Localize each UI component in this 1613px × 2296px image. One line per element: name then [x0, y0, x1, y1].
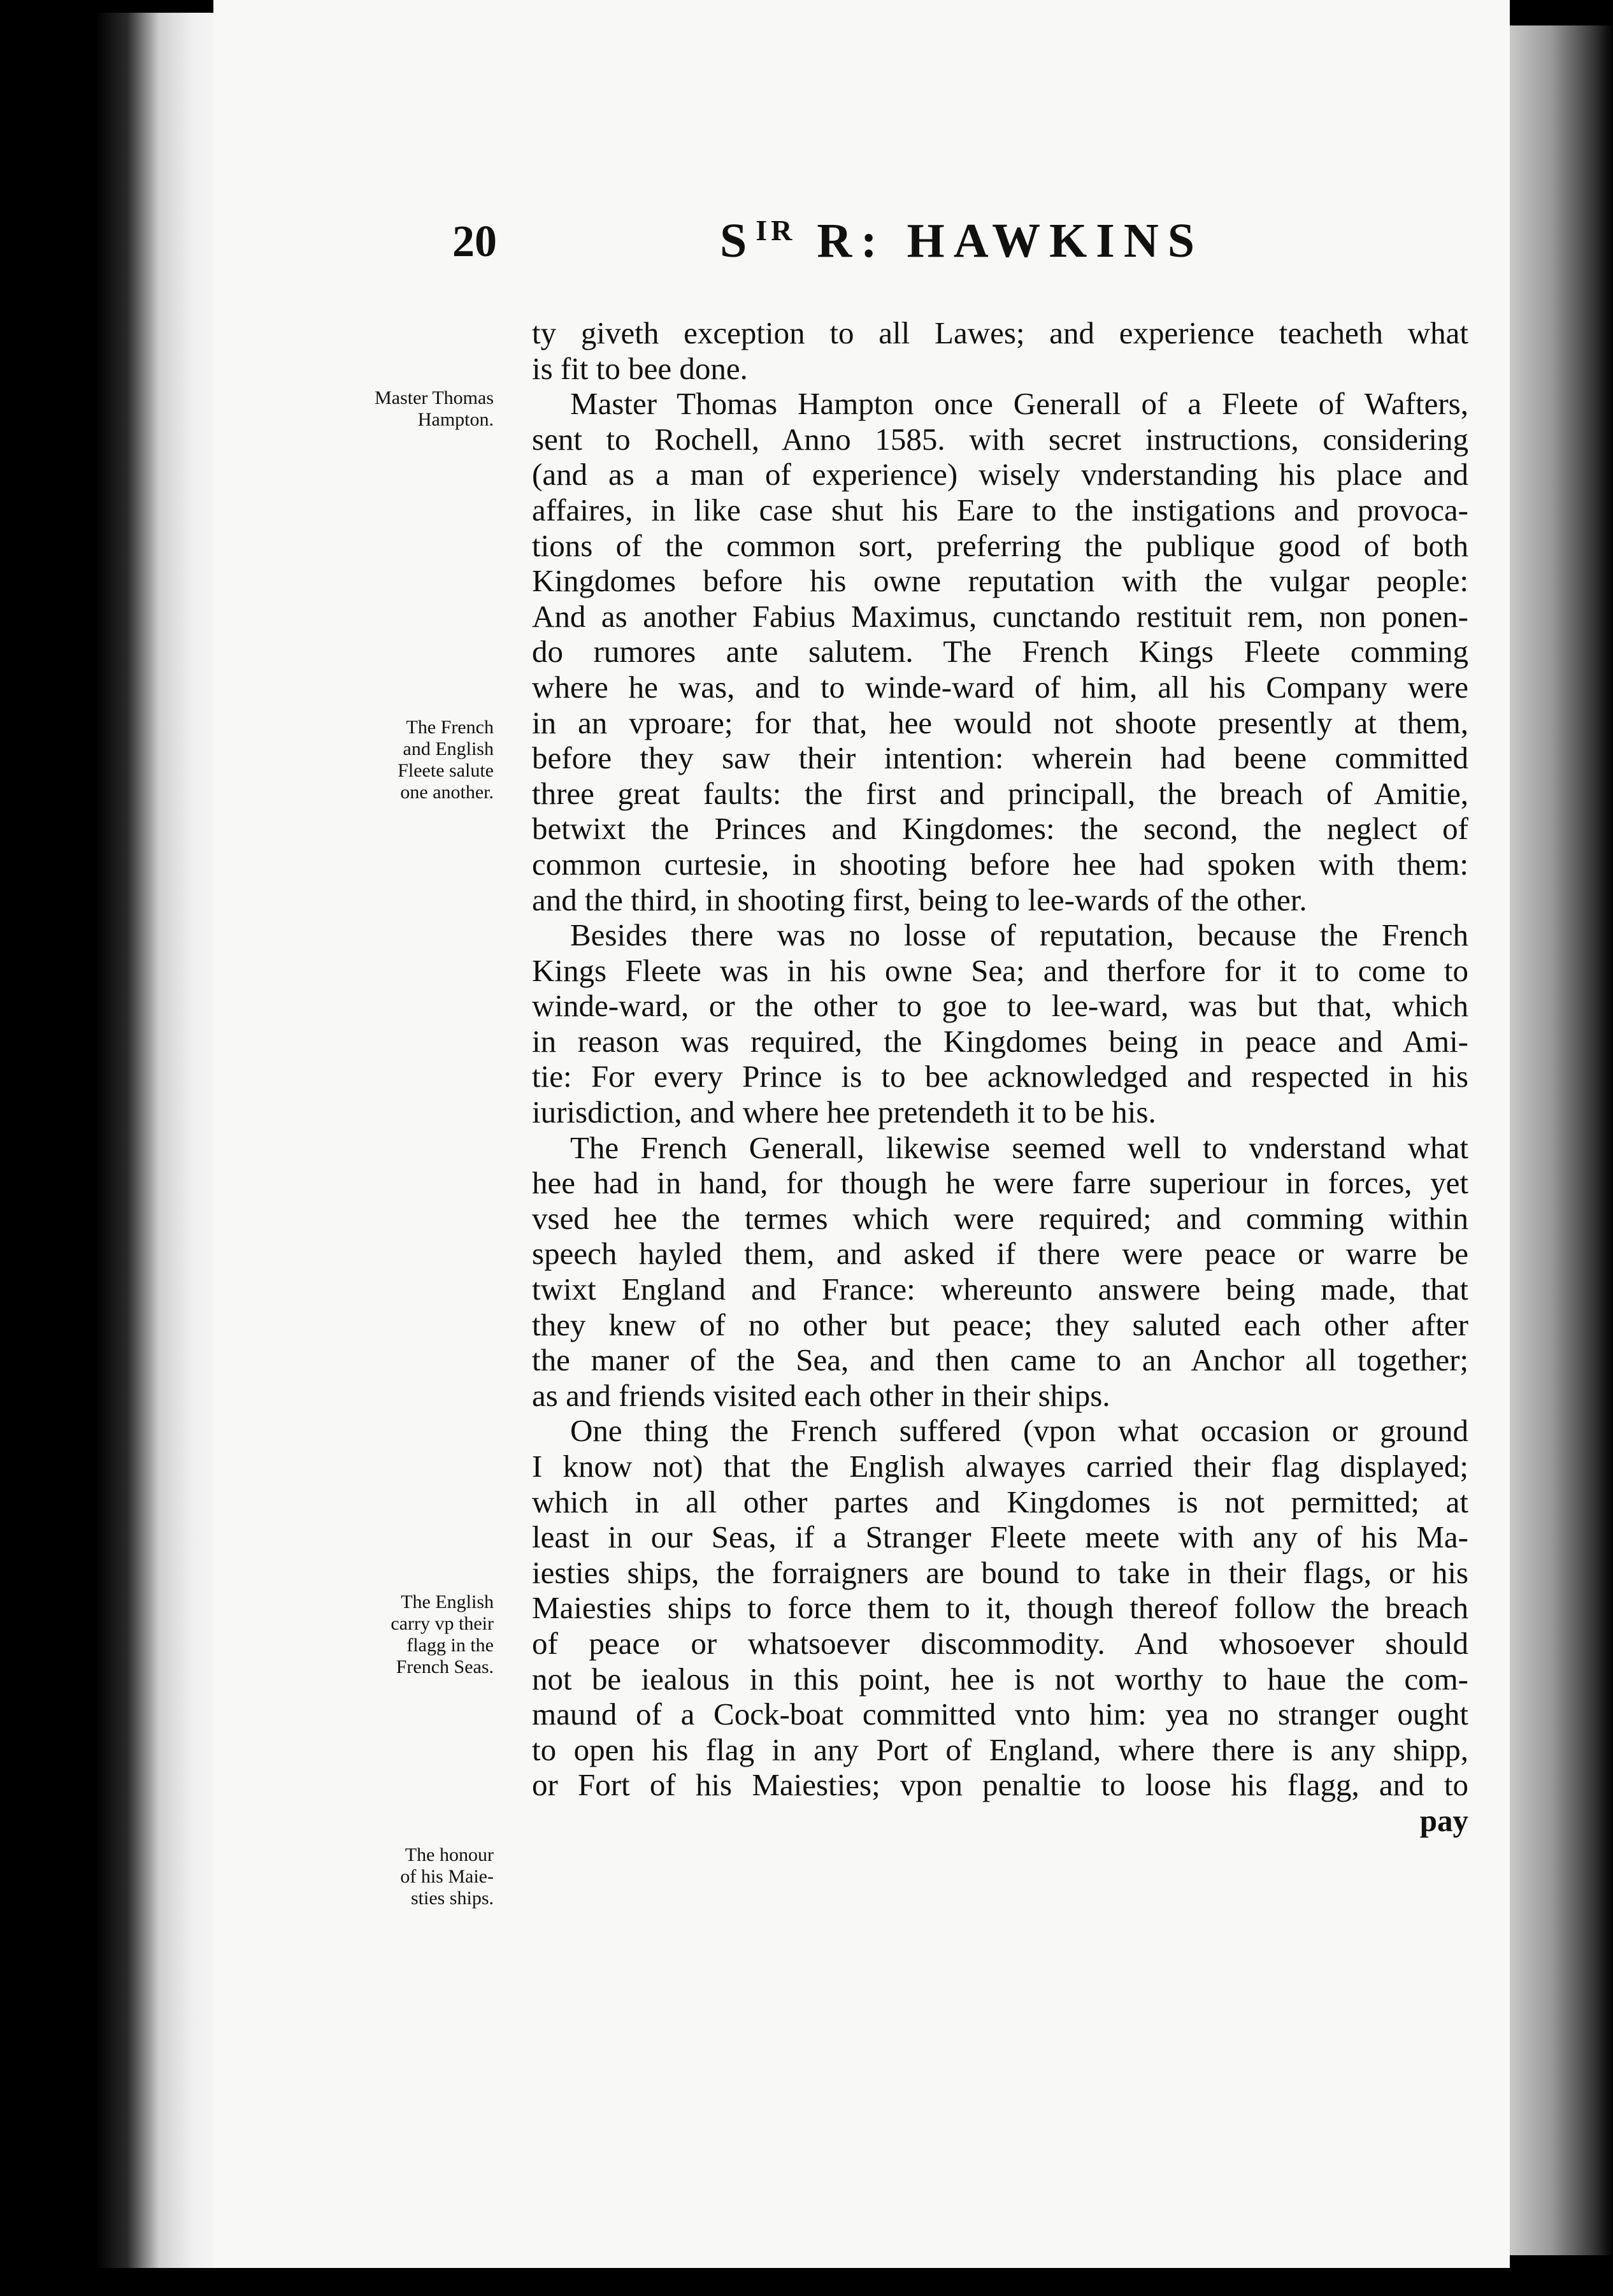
text-line: tie: For every Prince is to bee acknowledged and respected in his	[532, 1059, 1468, 1094]
text-line: Kingdomes before his owne reputation with the vulgar people:	[532, 563, 1468, 599]
text-line: of peace or whatsoever discommodity. And whosoever should	[532, 1625, 1468, 1661]
margin-note-line: of his Maie-	[400, 1866, 494, 1887]
text-line: they knew of no other but peace; they saluted each other after	[532, 1307, 1468, 1342]
text-line: And as another Fabius Maximus, cunctando restituit rem, non ponen-	[532, 598, 1468, 634]
text-line: where he was, and to winde-ward of him, all his Company were	[532, 669, 1468, 705]
text-line: and the third, in shooting first, being to lee-wards of the other.	[532, 882, 1307, 917]
text-line: three great faults: the first and principall, the breach of Amitie,	[532, 775, 1468, 811]
text-line: One thing the French suffered (vpon what occasion or ground	[570, 1413, 1468, 1449]
text-line: ty giveth exception to all Lawes; and experience teacheth what	[532, 315, 1468, 350]
text-line: I know not) that the English alwayes carried their flag displayed;	[532, 1449, 1468, 1484]
running-head-rest: R: HAWKINS	[817, 214, 1204, 268]
text-line: not be iealous in this point, hee is not worthy to haue the com-	[532, 1661, 1468, 1697]
margin-note-line: The honour	[405, 1844, 494, 1865]
running-head-s: S	[720, 214, 756, 268]
margin-note-english-flag	[357, 1591, 494, 1678]
text-line: hee had in hand, for though he were farre superiour in forces, yet	[532, 1165, 1468, 1201]
margin-note-line: sties ships.	[410, 1888, 494, 1909]
margin-note-line: Fleete salute	[398, 760, 494, 781]
text-line: in an vproare; for that, hee would not shoote presently at them,	[532, 705, 1468, 740]
text-line: or Fort of his Maiesties; vpon penaltie to loose his flagg, and to	[532, 1767, 1468, 1803]
margin-note-line: Master Thomas	[375, 387, 494, 408]
next-page-edge	[1510, 25, 1613, 2255]
text-line: Master Thomas Hampton once Generall of a Fleete of Wafters,	[570, 386, 1468, 422]
margin-note-line: flagg in the	[406, 1635, 494, 1656]
margin-note-french-english-salute	[357, 717, 494, 803]
margin-note-hampton	[357, 387, 494, 431]
text-line: the maner of the Sea, and then came to an Anchor all together;	[532, 1342, 1468, 1378]
text-line: as and friends visited each other in their ships.	[532, 1377, 1110, 1413]
margin-note-line: one another.	[400, 782, 494, 803]
text-line: Maiesties ships to force them to it, though thereof follow the breach	[532, 1590, 1468, 1626]
text-line: iesties ships, the forraigners are bound to take in their flags, or his	[532, 1554, 1468, 1590]
page-number: 20	[452, 217, 497, 266]
margin-note-honour-ships	[357, 1844, 494, 1909]
text-line: maund of a Cock-boat committed vnto him: yea no stranger ought	[532, 1697, 1468, 1732]
text-line: Kings Fleete was in his owne Sea; and therfore for it to come to	[532, 952, 1468, 988]
text-line: tions of the common sort, preferring the publique good of both	[532, 527, 1468, 563]
text-line: (and as a man of experience) wisely vnderstanding his place and	[532, 457, 1468, 492]
body-text	[532, 315, 1468, 1839]
margin-note-line: and English	[403, 738, 494, 759]
text-line: do rumores ante salutem. The French Kings Fleete comming	[532, 634, 1468, 670]
text-line: iurisdiction, and where hee pretendeth it to be his.	[532, 1094, 1156, 1130]
text-line: vsed hee the termes which were required; and comming within	[532, 1200, 1468, 1236]
text-line: winde-ward, or the other to goe to lee-ward, was but that, which	[532, 988, 1468, 1024]
text-line: affaires, in like case shut his Eare to the instigations and provoca-	[532, 492, 1468, 527]
margin-note-line: French Seas.	[396, 1656, 494, 1677]
text-line: in reason was required, the Kingdomes being in peace and Ami-	[532, 1023, 1468, 1059]
margin-note-line: Hampton.	[417, 409, 494, 430]
text-line: which in all other partes and Kingdomes is not permitted; at	[532, 1484, 1468, 1519]
text-line: speech hayled them, and asked if there were peace or warre be	[532, 1236, 1468, 1272]
catchword: pay	[1419, 1802, 1468, 1838]
text-line: is fit to bee done.	[532, 350, 748, 386]
text-line: to open his flag in any Port of England, where there is any shipp,	[532, 1732, 1468, 1767]
text-line: before they saw their intention: wherein had beene committed	[532, 740, 1468, 776]
text-line: sent to Rochell, Anno 1585. with secret instructions, considering	[532, 421, 1468, 457]
text-line: betwixt the Princes and Kingdomes: the second, the neglect of	[532, 811, 1468, 847]
text-line: The French Generall, likewise seemed well to vnderstand what	[570, 1130, 1468, 1165]
text-line: twixt England and France: whereunto answere being made, that	[532, 1272, 1468, 1307]
margin-note-line: The English	[401, 1591, 494, 1612]
margin-note-line: carry vp their	[391, 1613, 494, 1634]
running-head-ir: IR	[756, 214, 796, 247]
text-line: least in our Seas, if a Stranger Fleete meete with any of his Ma-	[532, 1519, 1468, 1555]
running-head	[720, 213, 1203, 269]
text-line: common curtesie, in shooting before hee had spoken with them:	[532, 846, 1468, 882]
text-line: Besides there was no losse of reputation, because the French	[570, 917, 1468, 953]
book-spine	[96, 13, 223, 2268]
margin-note-line: The French	[406, 717, 494, 738]
